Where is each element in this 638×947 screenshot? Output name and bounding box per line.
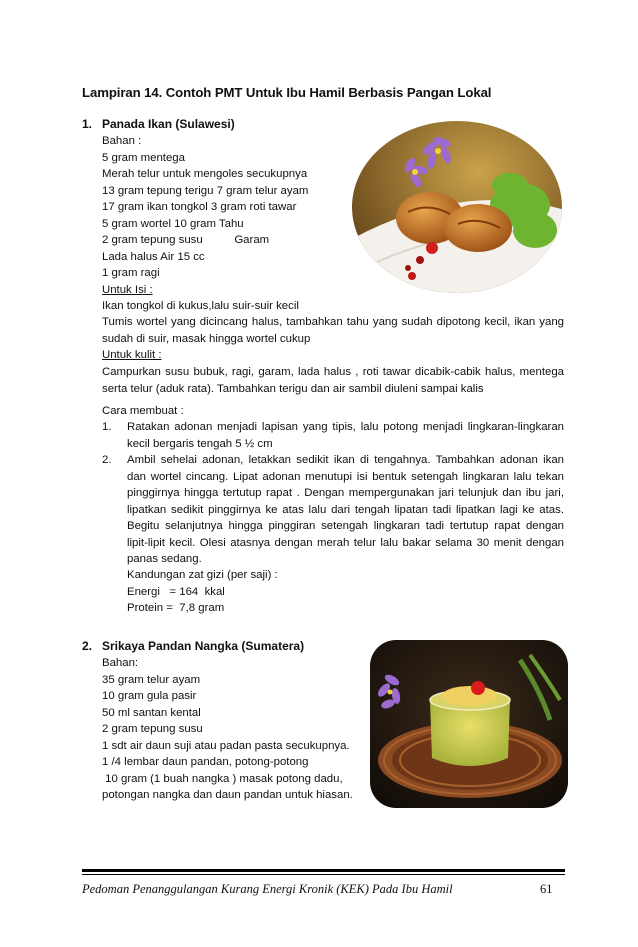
nutrition-line: Kandungan zat gizi (per saji) : — [127, 569, 278, 581]
isi-paragraph: Tumis wortel yang dicincang halus, tambahkan tahu yang sudah dipotong kecil, ikan yang sudah di suir, masak hingga wortel cukup — [102, 316, 564, 345]
step-text: Ambil sehelai adonan, letakkan sedikit ikan di tengahnya. Tambahkan adonan ikan dan wortel cincang. Lipat adonan menutupi isi bentuk setengah lingkaran lalu tekan pinggirnya hingga tertutup rapat . Dengan mempergunakan jari telunjuk dan ibu jari, lipatkan sedikit pinggirnya ke atas lalu dari tengah lipatan tadi lipatkan lagi ke atas. Begitu selanjutnya hingga pinggiran setengah lingkaran tadi tertutup rapat dengan lipit-lipit kecil. Olesi atasnya dengan merah telur lalu bakar selama 30 menit dengan panas sedang. — [127, 454, 564, 565]
ingredient-line: Merah telur untuk mengoles secukupnya — [102, 168, 308, 180]
section-1-title: Panada Ikan (Sulawesi) — [102, 117, 235, 131]
ingredient-line: 13 gram tepung terigu 7 gram telur ayam — [102, 184, 309, 197]
footer-rule-thick — [82, 869, 565, 872]
section-1-heading — [82, 117, 235, 131]
panada-photo — [350, 120, 565, 295]
kulit-label: Untuk kulit : — [102, 349, 162, 361]
ingredient-line: 5 gram mentega — [102, 151, 185, 164]
ingredient-line: 35 gram telur ayam — [102, 673, 201, 686]
section-2-heading — [82, 639, 304, 653]
ingredient-line: 1 sdt air daun suji atau padan pasta secukupnya. — [102, 739, 350, 752]
ingredient-line: 2 gram tepung susu — [102, 723, 203, 735]
kulit-block — [102, 347, 162, 364]
page-title: Lampiran 14. Contoh PMT Untuk Ibu Hamil Berbasis Pangan Lokal — [82, 85, 492, 100]
ingredient-line: 1 gram ragi — [102, 267, 160, 279]
section-2-number: 2. — [82, 639, 93, 653]
ingredient-line: 5 gram wortel 10 gram Tahu — [102, 217, 244, 230]
ingredient-line: 17 gram ikan tongkol 3 gram roti tawar — [102, 201, 297, 213]
cara-label-block — [102, 403, 184, 420]
step-number: 2. — [102, 454, 112, 466]
footer-rule-thin — [82, 874, 565, 875]
step-number: 1. — [102, 421, 112, 433]
isi-label: Untuk Isi : — [102, 283, 153, 296]
ingredient-line: Lada halus Air 15 cc — [102, 250, 205, 263]
ingredient-line: 2 gram tepung susu Garam — [102, 234, 270, 246]
section-2-ingredients — [102, 655, 353, 804]
footer-text: Pedoman Penanggulangan Kurang Energi Kronik (KEK) Pada Ibu Hamil — [82, 882, 453, 896]
step-1 — [102, 419, 564, 452]
section-1-ingredients — [102, 133, 308, 315]
section-2-title: Srikaya Pandan Nangka (Sumatera) — [102, 639, 305, 653]
nutrition-block — [127, 567, 278, 617]
page-number: 61 — [540, 882, 553, 896]
nutrition-line: Energi = 164 kkal — [127, 585, 225, 598]
ingredient-line: 10 gram gula pasir — [102, 690, 197, 702]
srikaya-photo — [370, 640, 568, 808]
isi-line: Ikan tongkol di kukus,lalu suir-suir kecil — [102, 300, 299, 312]
ingredient-line: 10 gram (1 buah nangka ) masak potong dadu, — [102, 772, 343, 785]
kulit-paragraph: Campurkan susu bubuk, ragi, garam, lada halus , roti tawar dicabik-cabik halus, mentega serta telur (aduk rata). Tambahkan terigu dan air sambil diuleni sampai kalis — [102, 366, 564, 395]
nutrition-line: Protein = 7,8 gram — [127, 602, 225, 614]
ingredient-line: 1 /4 lembar daun pandan, potong-potong — [102, 756, 309, 768]
ingredient-line: Bahan: — [102, 657, 139, 669]
ingredient-line: potongan nangka dan daun pandan untuk hiasan. — [102, 789, 353, 801]
cara-label: Cara membuat : — [102, 405, 184, 417]
section-1-number: 1. — [82, 117, 93, 131]
ingredient-line: 50 ml santan kental — [102, 706, 201, 719]
ingredient-line: Bahan : — [102, 135, 142, 147]
step-2 — [102, 452, 564, 568]
step-text: Ratakan adonan menjadi lapisan yang tipis, lalu potong menjadi lingkaran-lingkaran kecil bergaris tengah 5 ½ cm — [127, 421, 564, 450]
